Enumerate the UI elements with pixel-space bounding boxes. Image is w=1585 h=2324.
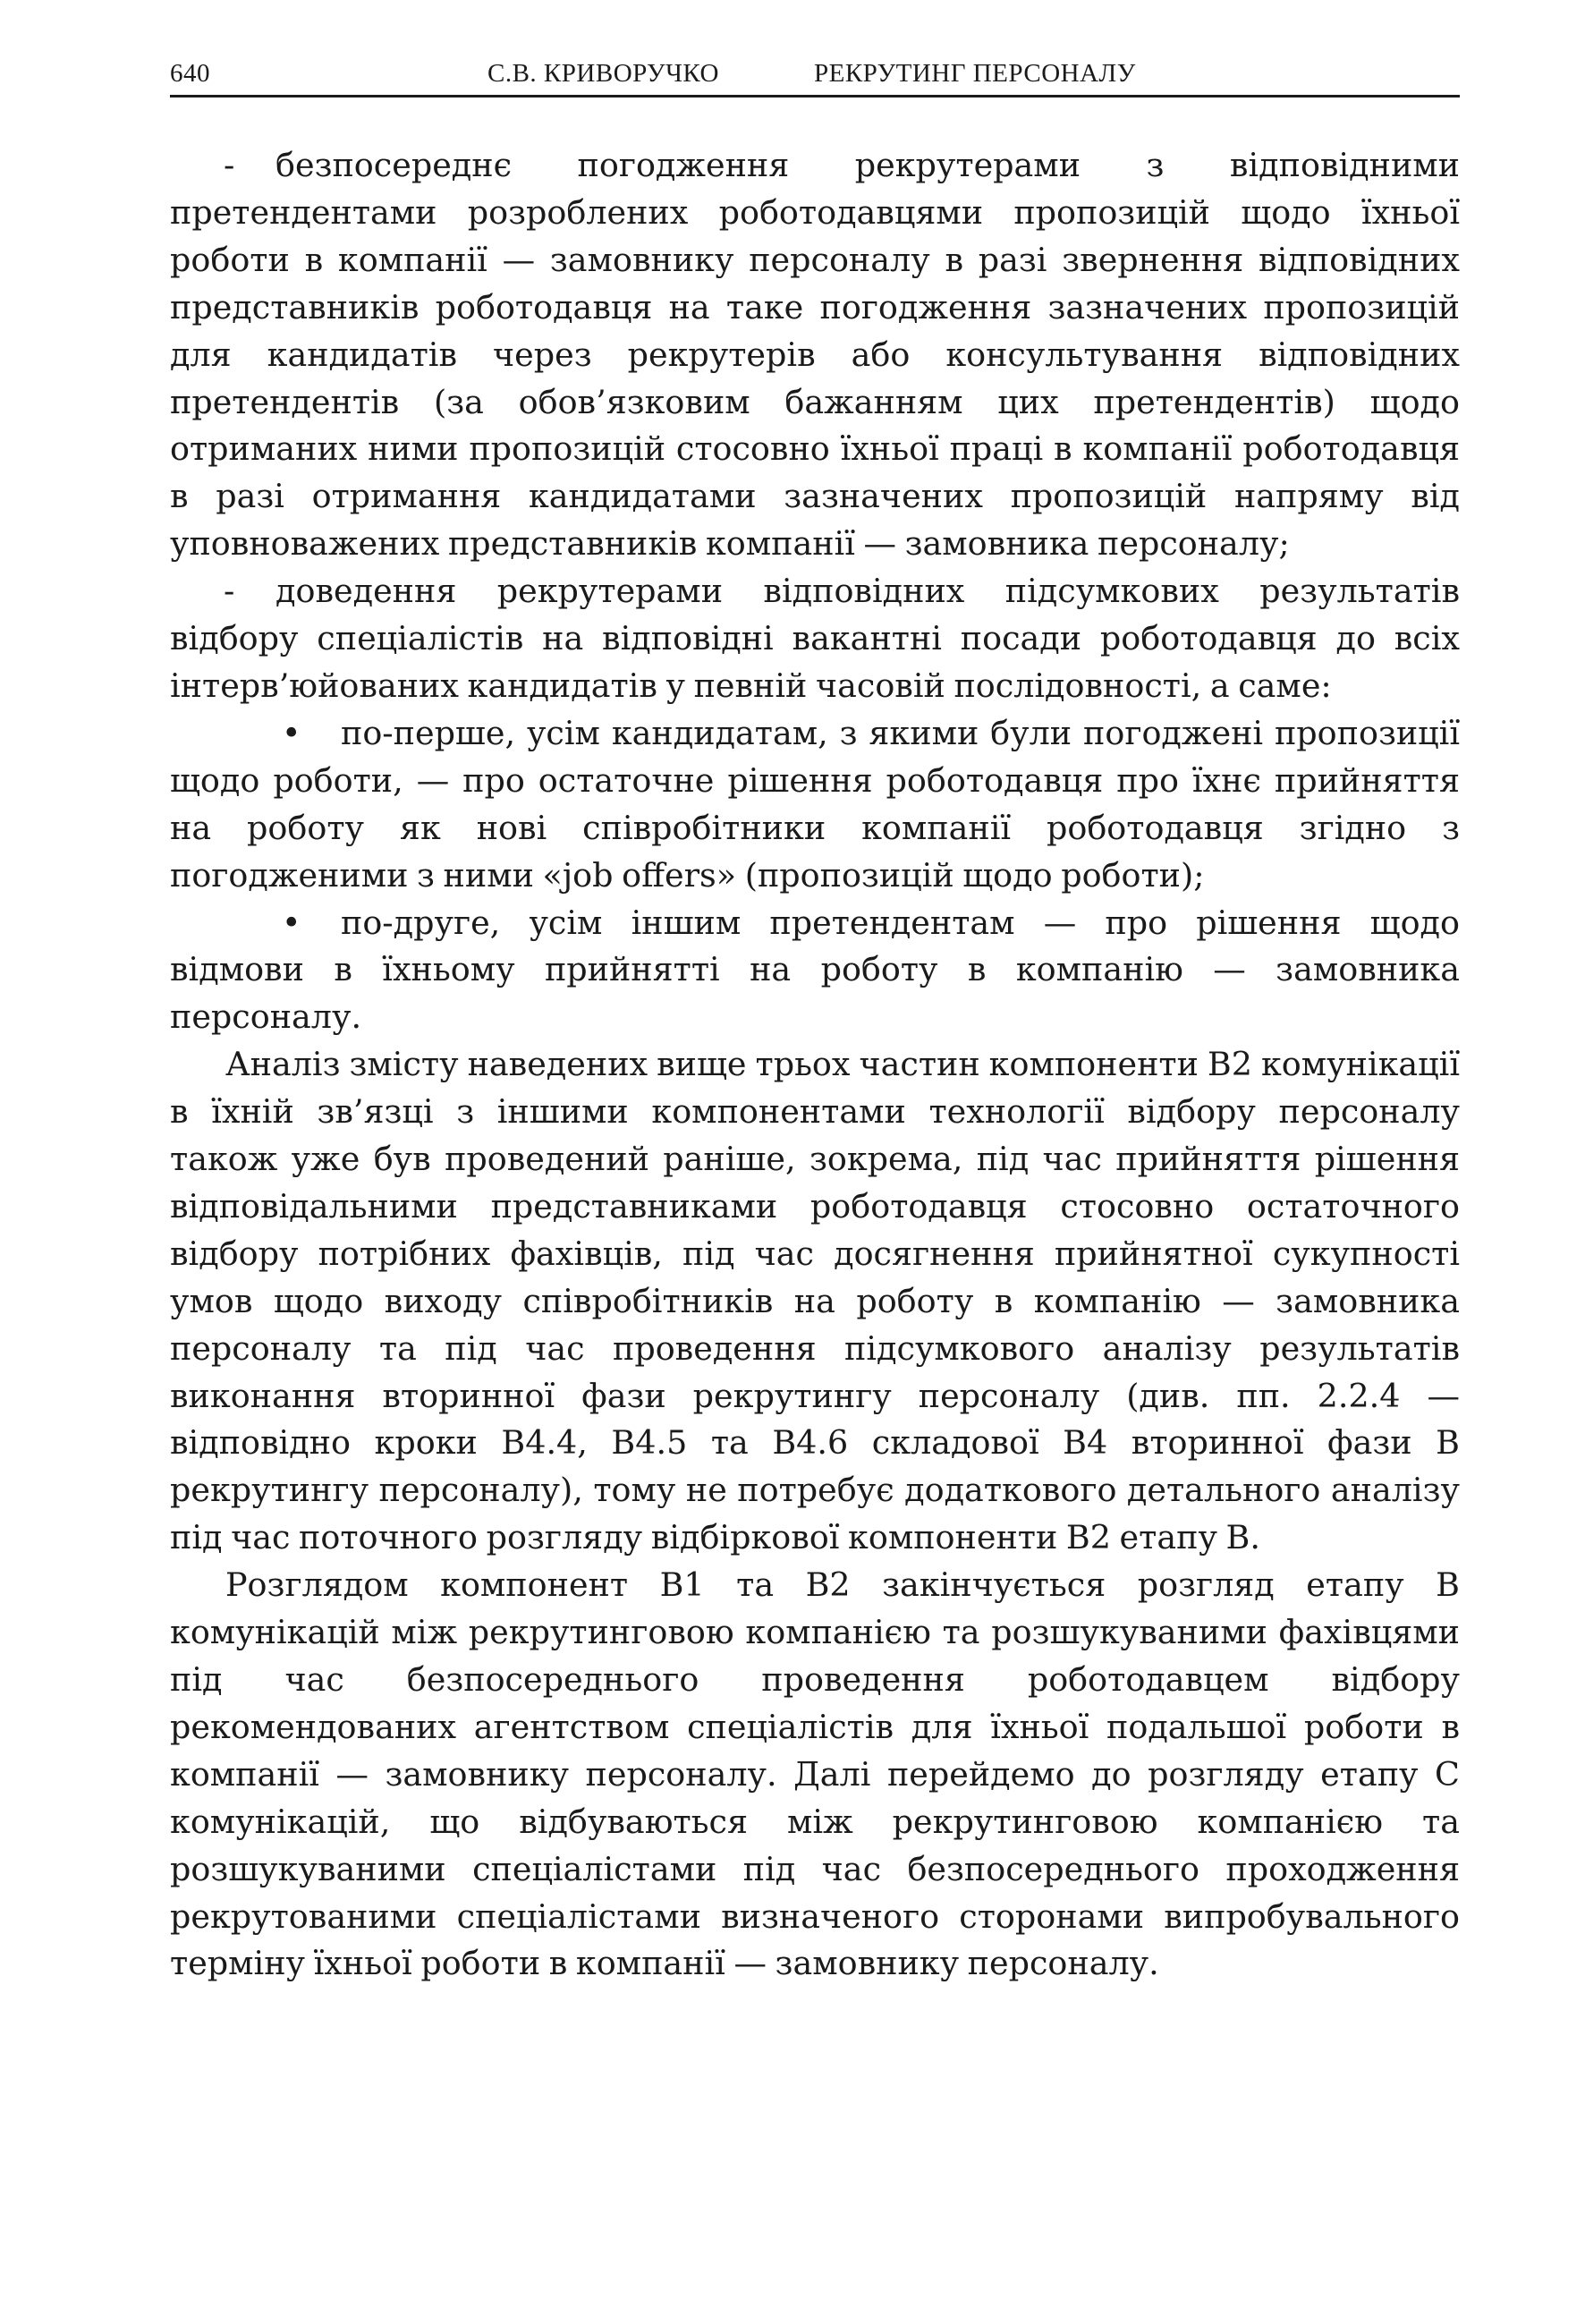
running-header	[170, 55, 1460, 98]
paragraph: Аналіз змісту наведених вище трьох частин компоненти B2 комунікації в їхній зв’язці з іншими компонентами технології відбору персоналу також уже був проведений раніше, зокрема, під час прийняття рішення відповідальними представниками роботодавця стосовно остаточного відбору потрібних фахівців, під час досягнення прийнятної сукупності умов щодо виходу співробітників на роботу в компанію — замовника персоналу та під час проведення підсумкового аналізу результатів виконання вторинної фази рекрутингу персоналу (див. пп. 2.2.4 — відповідно кроки B4.4, B4.5 та B4.6 складової B4 вторинної фази B рекрутингу персоналу), тому не потребує додаткового детального аналізу під час поточного розгляду відбіркової компоненти B2 етапу B.	[170, 1045, 1460, 1557]
page-number: 640	[170, 59, 210, 88]
author-name: С.В. КРИВОРУЧКО	[487, 59, 719, 88]
dash-item-text: доведення рекрутерами відповідних підсумкових результатів відбору спеціалістів на відповідні вакантні посади роботодавця до всіх інтерв’юйованих кандидатів у певній часовій послідовності, а саме:	[170, 572, 1460, 705]
bullet-marker: •	[282, 713, 301, 752]
dash-marker: -	[224, 146, 235, 184]
bullet-marker: •	[282, 903, 301, 942]
bullet-list-item	[170, 900, 1460, 1042]
bullet-item-text: по-друге, усім іншим претендентам — про рішення щодо відмови в їхньому прийнятті на роботу в компанію — замовника персоналу.	[170, 903, 1460, 1037]
bullet-list-item	[170, 710, 1460, 900]
book-title: РЕКРУТИНГ ПЕРСОНАЛУ	[814, 59, 1136, 88]
paragraph: Розглядом компонент B1 та B2 закінчується розгляд етапу B комунікацій між рекрутинговою компанією та розшукуваними фахівцями під час безпосереднього проведення роботодавцем відбору рекомендованих агентством спеціалістів для їхньої подальшої роботи в компанії — замовнику персоналу. Далі перейдемо до розгляду етапу C комунікацій, що відбуваються між рекрутинговою компанією та розшукуваними спеціалістами під час безпосереднього проходження рекрутованими спеціалістами визначеного сторонами випробувального терміну їхньої роботи в компанії — замовнику персоналу.	[170, 1565, 1460, 1983]
dash-item-text: безпосереднє погодження рекрутерами з відповідними претендентами розроблених роботодавцями пропозицій щодо їхньої роботи в компанії — замовнику персоналу в разі звернення відповідних представників роботодавця на таке погодження зазначених пропозицій для кандидатів через рекрутерів або консультування відповідних претендентів (за обов’язковим бажанням цих претендентів) щодо отриманих ними пропозицій стосовно їхньої праці в компанії роботодавця в разі отримання кандидатами зазначених пропозицій напряму від уповноважених представників компанії — замовника персоналу;	[170, 146, 1460, 564]
dash-marker: -	[224, 572, 235, 611]
bullet-item-text: по-перше, усім кандидатам, з якими були погоджені пропозиції щодо роботи, — про остаточне рішення роботодавця про їхнє прийняття на роботу як нові співробітники компанії роботодавця згідно з погодженими з ними «job offers» (пропозицій щодо роботи);	[170, 713, 1460, 895]
book-page	[170, 55, 1460, 1988]
body-text	[170, 142, 1460, 1988]
dash-list-item	[170, 142, 1460, 568]
dash-list-item	[170, 568, 1460, 710]
